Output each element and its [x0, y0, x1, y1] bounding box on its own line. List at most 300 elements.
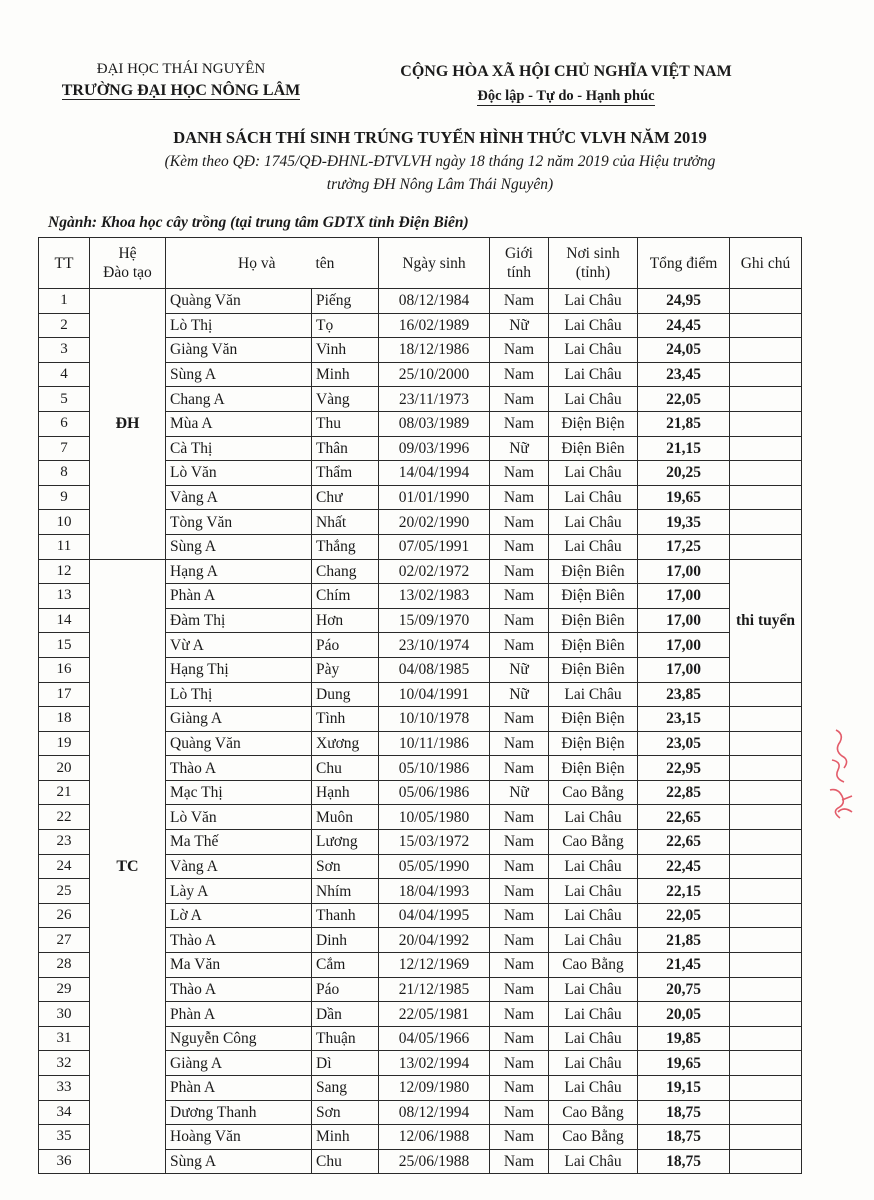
- cell-tt: 19: [39, 731, 90, 756]
- cell-tong-diem: 17,00: [638, 559, 730, 584]
- col-header-noi-line1: Nơi sinh: [566, 245, 620, 262]
- cell-ngay-sinh: 10/04/1991: [379, 682, 490, 707]
- cell-ten: Cắm: [312, 953, 379, 978]
- cell-ten: Tình: [312, 707, 379, 732]
- cell-ngay-sinh: 23/10/1974: [379, 633, 490, 658]
- cell-ho: Chang A: [166, 387, 312, 412]
- cell-ten: Sơn: [312, 1100, 379, 1125]
- cell-noi-sinh: Lai Châu: [549, 1076, 638, 1101]
- cell-ngay-sinh: 13/02/1983: [379, 584, 490, 609]
- cell-noi-sinh: Lai Châu: [549, 805, 638, 830]
- cell-tong-diem: 22,15: [638, 879, 730, 904]
- col-header-he-dao-tao: [90, 238, 166, 289]
- cell-gioi-tinh: Nữ: [490, 780, 549, 805]
- cell-tt: 4: [39, 362, 90, 387]
- cell-ten: Xương: [312, 731, 379, 756]
- cell-gioi-tinh: Nam: [490, 903, 549, 928]
- cell-tt: 30: [39, 1002, 90, 1027]
- cell-ghi-chu: [730, 805, 802, 830]
- cell-tong-diem: 22,85: [638, 780, 730, 805]
- cell-noi-sinh: Lai Châu: [549, 313, 638, 338]
- cell-ghi-chu: [730, 313, 802, 338]
- cell-ho: Sùng A: [166, 362, 312, 387]
- cell-tong-diem: 22,65: [638, 830, 730, 855]
- cell-ten: Muôn: [312, 805, 379, 830]
- cell-noi-sinh: Điện Biên: [549, 436, 638, 461]
- cell-ten: Hơn: [312, 608, 379, 633]
- cell-gioi-tinh: Nam: [490, 534, 549, 559]
- cell-ghi-chu: [730, 461, 802, 486]
- cell-ho: Hạng Thị: [166, 657, 312, 682]
- col-header-gioi-tinh: [490, 238, 549, 289]
- cell-ngay-sinh: 04/04/1995: [379, 903, 490, 928]
- cell-gioi-tinh: Nam: [490, 633, 549, 658]
- cell-gioi-tinh: Nam: [490, 289, 549, 314]
- cell-ghi-chu: [730, 731, 802, 756]
- cell-gioi-tinh: Nam: [490, 1002, 549, 1027]
- cell-ho: Nguyễn Công: [166, 1026, 312, 1051]
- cell-tt: 29: [39, 977, 90, 1002]
- cell-ngay-sinh: 05/05/1990: [379, 854, 490, 879]
- cell-gioi-tinh: Nam: [490, 1125, 549, 1150]
- school-name-text: TRƯỜNG ĐẠI HỌC NÔNG LÂM: [61, 82, 301, 99]
- cell-ngay-sinh: 02/02/1972: [379, 559, 490, 584]
- cell-gioi-tinh: Nam: [490, 879, 549, 904]
- cell-ho: Vàng A: [166, 854, 312, 879]
- cell-tong-diem: 22,45: [638, 854, 730, 879]
- cell-ten: Dinh: [312, 928, 379, 953]
- cell-noi-sinh: Lai Châu: [549, 362, 638, 387]
- cell-noi-sinh: Điện Biên: [549, 584, 638, 609]
- cell-gioi-tinh: Nam: [490, 953, 549, 978]
- cell-tong-diem: 22,65: [638, 805, 730, 830]
- cell-gioi-tinh: Nam: [490, 977, 549, 1002]
- cell-ngay-sinh: 04/08/1985: [379, 657, 490, 682]
- cell-gioi-tinh: Nữ: [490, 657, 549, 682]
- cell-ho: Tòng Văn: [166, 510, 312, 535]
- col-header-tong-diem: Tổng điểm: [638, 238, 730, 289]
- cell-tong-diem: 24,45: [638, 313, 730, 338]
- cell-ten: Tọ: [312, 313, 379, 338]
- cell-ghi-chu-thi-tuyen: thi tuyển: [730, 559, 802, 682]
- cell-tong-diem: 17,00: [638, 584, 730, 609]
- cell-ten: Sơn: [312, 854, 379, 879]
- col-header-he-line1: Hệ: [118, 245, 137, 262]
- cell-gioi-tinh: Nam: [490, 411, 549, 436]
- col-header-ngay-sinh: Ngày sinh: [379, 238, 490, 289]
- cell-ghi-chu: [730, 338, 802, 363]
- cell-gioi-tinh: Nam: [490, 1026, 549, 1051]
- national-motto-text: Độc lập - Tự do - Hạnh phúc: [477, 88, 655, 104]
- cell-tt: 34: [39, 1100, 90, 1125]
- cell-ten: Thanh: [312, 903, 379, 928]
- cell-noi-sinh: Lai Châu: [549, 977, 638, 1002]
- cell-ghi-chu: [730, 903, 802, 928]
- cell-tt: 13: [39, 584, 90, 609]
- cell-gioi-tinh: Nam: [490, 731, 549, 756]
- cell-tt: 18: [39, 707, 90, 732]
- cell-noi-sinh: Lai Châu: [549, 485, 638, 510]
- cell-ghi-chu: [730, 879, 802, 904]
- cell-gioi-tinh: Nam: [490, 608, 549, 633]
- cell-tong-diem: 19,65: [638, 1051, 730, 1076]
- cell-ten: Chu: [312, 756, 379, 781]
- cell-noi-sinh: Điện Biên: [549, 559, 638, 584]
- cell-tong-diem: 23,45: [638, 362, 730, 387]
- cell-ngay-sinh: 20/04/1992: [379, 928, 490, 953]
- cell-gioi-tinh: Nam: [490, 584, 549, 609]
- cell-gioi-tinh: Nam: [490, 1100, 549, 1125]
- cell-ten: Páo: [312, 633, 379, 658]
- cell-ghi-chu: [730, 485, 802, 510]
- cell-ho: Sùng A: [166, 534, 312, 559]
- cell-ten: Chím: [312, 584, 379, 609]
- cell-ho: Lò Thị: [166, 313, 312, 338]
- cell-ghi-chu: [730, 1051, 802, 1076]
- cell-ngay-sinh: 05/06/1986: [379, 780, 490, 805]
- cell-ngay-sinh: 10/10/1978: [379, 707, 490, 732]
- cell-ten: Minh: [312, 1125, 379, 1150]
- cell-gioi-tinh: Nam: [490, 338, 549, 363]
- cell-tt: 14: [39, 608, 90, 633]
- cell-tt: 24: [39, 854, 90, 879]
- cell-noi-sinh: Lai Châu: [549, 928, 638, 953]
- cell-tt: 33: [39, 1076, 90, 1101]
- table-body: [39, 289, 802, 1174]
- cell-tt: 2: [39, 313, 90, 338]
- cell-noi-sinh: Lai Châu: [549, 1051, 638, 1076]
- cell-ghi-chu: [730, 362, 802, 387]
- cell-ngay-sinh: 12/09/1980: [379, 1076, 490, 1101]
- cell-tt: 11: [39, 534, 90, 559]
- cell-ngay-sinh: 14/04/1994: [379, 461, 490, 486]
- cell-tong-diem: 18,75: [638, 1125, 730, 1150]
- cell-gioi-tinh: Nam: [490, 928, 549, 953]
- cell-ho: Hạng A: [166, 559, 312, 584]
- cell-ngay-sinh: 10/11/1986: [379, 731, 490, 756]
- cell-ngay-sinh: 01/01/1990: [379, 485, 490, 510]
- cell-tong-diem: 23,15: [638, 707, 730, 732]
- cell-gioi-tinh: Nam: [490, 756, 549, 781]
- cell-ten: Piếng: [312, 289, 379, 314]
- cell-ngay-sinh: 07/05/1991: [379, 534, 490, 559]
- cell-ngay-sinh: 15/09/1970: [379, 608, 490, 633]
- cell-ho: Thào A: [166, 756, 312, 781]
- cell-tong-diem: 17,00: [638, 633, 730, 658]
- cell-tt: 25: [39, 879, 90, 904]
- document-title: DANH SÁCH THÍ SINH TRÚNG TUYỂN HÌNH THỨC VLVH NĂM 2019: [173, 128, 707, 147]
- cell-ho: Mạc Thị: [166, 780, 312, 805]
- cell-ngay-sinh: 08/03/1989: [379, 411, 490, 436]
- table-row: [39, 289, 802, 314]
- cell-ten: Nhím: [312, 879, 379, 904]
- cell-ngay-sinh: 08/12/1994: [379, 1100, 490, 1125]
- cell-gioi-tinh: Nam: [490, 510, 549, 535]
- cell-ten: Vàng: [312, 387, 379, 412]
- cell-tt: 12: [39, 559, 90, 584]
- cell-ho: Lò Văn: [166, 805, 312, 830]
- cell-ho: Ma Văn: [166, 953, 312, 978]
- cell-tong-diem: 23,05: [638, 731, 730, 756]
- cell-noi-sinh: Lai Châu: [549, 1149, 638, 1174]
- cell-ten: Dần: [312, 1002, 379, 1027]
- cell-noi-sinh: Điện Biện: [549, 756, 638, 781]
- cell-tong-diem: 19,85: [638, 1026, 730, 1051]
- cell-ngay-sinh: 21/12/1985: [379, 977, 490, 1002]
- cell-tong-diem: 20,05: [638, 1002, 730, 1027]
- cell-tong-diem: 20,25: [638, 461, 730, 486]
- cell-tong-diem: 24,05: [638, 338, 730, 363]
- cell-ten: Nhất: [312, 510, 379, 535]
- cell-ho: Quàng Văn: [166, 731, 312, 756]
- table-row: [39, 559, 802, 584]
- cell-ngay-sinh: 23/11/1973: [379, 387, 490, 412]
- cell-tong-diem: 21,45: [638, 953, 730, 978]
- cell-ho: Vàng A: [166, 485, 312, 510]
- cell-tt: 5: [39, 387, 90, 412]
- cell-ho: Sùng A: [166, 1149, 312, 1174]
- cell-ghi-chu: [730, 854, 802, 879]
- cell-ho: Giàng Văn: [166, 338, 312, 363]
- cell-tt: 31: [39, 1026, 90, 1051]
- cell-ten: Chu: [312, 1149, 379, 1174]
- cell-ngay-sinh: 08/12/1984: [379, 289, 490, 314]
- cell-ho: Hoàng Văn: [166, 1125, 312, 1150]
- cell-ten: Minh: [312, 362, 379, 387]
- cell-gioi-tinh: Nam: [490, 461, 549, 486]
- red-stamp-mark: [822, 700, 872, 840]
- cell-noi-sinh: Lai Châu: [549, 461, 638, 486]
- cell-gioi-tinh: Nam: [490, 1051, 549, 1076]
- cell-ngay-sinh: 05/10/1986: [379, 756, 490, 781]
- cell-tong-diem: 19,15: [638, 1076, 730, 1101]
- cell-ten: Chư: [312, 485, 379, 510]
- cell-noi-sinh: Lai Châu: [549, 387, 638, 412]
- cell-tong-diem: 22,05: [638, 903, 730, 928]
- cell-gioi-tinh: Nữ: [490, 313, 549, 338]
- cell-tt: 35: [39, 1125, 90, 1150]
- cell-ghi-chu: [730, 928, 802, 953]
- cell-noi-sinh: Cao Bằng: [549, 780, 638, 805]
- cell-ngay-sinh: 12/06/1988: [379, 1125, 490, 1150]
- col-header-gioi-line1: Giới: [504, 245, 533, 262]
- cell-ho: Lày A: [166, 879, 312, 904]
- cell-ngay-sinh: 12/12/1969: [379, 953, 490, 978]
- major-label: Ngành: Khoa học cây trồng (tại trung tâm GDTX tỉnh Điện Biên): [48, 214, 469, 231]
- cell-ghi-chu: [730, 707, 802, 732]
- cell-ho: Thào A: [166, 977, 312, 1002]
- cell-tong-diem: 19,35: [638, 510, 730, 535]
- cell-noi-sinh: Điện Biên: [549, 608, 638, 633]
- national-motto: [390, 88, 742, 105]
- school-name: [50, 82, 312, 100]
- cell-ten: Pày: [312, 657, 379, 682]
- cell-ten: Dì: [312, 1051, 379, 1076]
- cell-gioi-tinh: Nữ: [490, 682, 549, 707]
- cell-tong-diem: 24,95: [638, 289, 730, 314]
- col-header-he-line2: Đào tạo: [103, 264, 152, 281]
- cell-gioi-tinh: Nam: [490, 707, 549, 732]
- cell-tong-diem: 18,75: [638, 1149, 730, 1174]
- cell-ghi-chu: [730, 1026, 802, 1051]
- cell-noi-sinh: Lai Châu: [549, 510, 638, 535]
- cell-gioi-tinh: Nam: [490, 387, 549, 412]
- cell-noi-sinh: Điện Biện: [549, 707, 638, 732]
- cell-tong-diem: 17,25: [638, 534, 730, 559]
- cell-ho: Phàn A: [166, 1076, 312, 1101]
- cell-tt: 21: [39, 780, 90, 805]
- cell-ngay-sinh: 20/02/1990: [379, 510, 490, 535]
- admission-table: [38, 237, 802, 1174]
- cell-ho: Lờ A: [166, 903, 312, 928]
- cell-ghi-chu: [730, 830, 802, 855]
- cell-ten: Thuận: [312, 1026, 379, 1051]
- cell-noi-sinh: Điện Biên: [549, 657, 638, 682]
- cell-ghi-chu: [730, 780, 802, 805]
- university-name: ĐẠI HỌC THÁI NGUYÊN: [96, 61, 266, 77]
- cell-ho: Giàng A: [166, 1051, 312, 1076]
- col-header-ho: Họ và: [166, 238, 312, 289]
- cell-ghi-chu: [730, 953, 802, 978]
- col-header-gioi-line2: tính: [506, 264, 532, 281]
- col-header-ten: tên: [312, 238, 379, 289]
- cell-tt: 32: [39, 1051, 90, 1076]
- cell-ngay-sinh: 25/06/1988: [379, 1149, 490, 1174]
- cell-ngay-sinh: 09/03/1996: [379, 436, 490, 461]
- cell-noi-sinh: Điện Biện: [549, 411, 638, 436]
- cell-ghi-chu: [730, 1100, 802, 1125]
- cell-tong-diem: 18,75: [638, 1100, 730, 1125]
- cell-ngay-sinh: 18/12/1986: [379, 338, 490, 363]
- cell-tong-diem: 17,00: [638, 608, 730, 633]
- cell-noi-sinh: Lai Châu: [549, 879, 638, 904]
- cell-ghi-chu: [730, 1076, 802, 1101]
- cell-ghi-chu: [730, 387, 802, 412]
- cell-tt: 15: [39, 633, 90, 658]
- decision-reference: (Kèm theo QĐ: 1745/QĐ-ĐHNL-ĐTVLVH ngày 18 tháng 12 năm 2019 của Hiệu trưởng: [164, 153, 716, 170]
- decision-reference-cont: trường ĐH Nông Lâm Thái Nguyên): [326, 176, 554, 193]
- cell-tt: 1: [39, 289, 90, 314]
- cell-tt: 36: [39, 1149, 90, 1174]
- cell-tong-diem: 21,85: [638, 411, 730, 436]
- cell-noi-sinh: Cao Bằng: [549, 1100, 638, 1125]
- cell-gioi-tinh: Nam: [490, 1149, 549, 1174]
- cell-tong-diem: 22,95: [638, 756, 730, 781]
- cell-ten: Páo: [312, 977, 379, 1002]
- cell-ten: Lương: [312, 830, 379, 855]
- cell-noi-sinh: Điện Biện: [549, 731, 638, 756]
- cell-ho: Vừ A: [166, 633, 312, 658]
- cell-ghi-chu: [730, 289, 802, 314]
- cell-gioi-tinh: Nam: [490, 559, 549, 584]
- cell-tong-diem: 17,00: [638, 657, 730, 682]
- cell-gioi-tinh: Nam: [490, 805, 549, 830]
- cell-ten: Thắng: [312, 534, 379, 559]
- cell-noi-sinh: Cao Bằng: [549, 1125, 638, 1150]
- cell-tt: 22: [39, 805, 90, 830]
- cell-ho: Dương Thanh: [166, 1100, 312, 1125]
- cell-tong-diem: 22,05: [638, 387, 730, 412]
- cell-ngay-sinh: 04/05/1966: [379, 1026, 490, 1051]
- cell-gioi-tinh: Nam: [490, 362, 549, 387]
- cell-tt: 28: [39, 953, 90, 978]
- cell-tt: 8: [39, 461, 90, 486]
- col-header-ghi-chu: Ghi chú: [730, 238, 802, 289]
- cell-ho: Lò Văn: [166, 461, 312, 486]
- cell-ngay-sinh: 10/05/1980: [379, 805, 490, 830]
- cell-ngay-sinh: 25/10/2000: [379, 362, 490, 387]
- cell-ghi-chu: [730, 977, 802, 1002]
- cell-ten: Dung: [312, 682, 379, 707]
- cell-tt: 16: [39, 657, 90, 682]
- cell-ho: Phàn A: [166, 1002, 312, 1027]
- cell-noi-sinh: Điện Biên: [549, 633, 638, 658]
- cell-ghi-chu: [730, 1149, 802, 1174]
- cell-ten: Vinh: [312, 338, 379, 363]
- cell-he-dao-tao: ĐH: [90, 289, 166, 560]
- cell-ghi-chu: [730, 436, 802, 461]
- country-name: CỘNG HÒA XÃ HỘI CHỦ NGHĨA VIỆT NAM: [400, 63, 732, 80]
- cell-ho: Phàn A: [166, 584, 312, 609]
- cell-ten: Thân: [312, 436, 379, 461]
- cell-ngay-sinh: 18/04/1993: [379, 879, 490, 904]
- cell-ghi-chu: [730, 510, 802, 535]
- cell-ngay-sinh: 13/02/1994: [379, 1051, 490, 1076]
- col-header-noi-line2: (tỉnh): [575, 264, 611, 281]
- cell-noi-sinh: Lai Châu: [549, 682, 638, 707]
- cell-ngay-sinh: 15/03/1972: [379, 830, 490, 855]
- cell-tt: 26: [39, 903, 90, 928]
- cell-ho: Đàm Thị: [166, 608, 312, 633]
- cell-noi-sinh: Cao Bằng: [549, 830, 638, 855]
- cell-gioi-tinh: Nam: [490, 854, 549, 879]
- cell-noi-sinh: Lai Châu: [549, 1002, 638, 1027]
- cell-ghi-chu: [730, 1125, 802, 1150]
- cell-ho: Giàng A: [166, 707, 312, 732]
- cell-tt: 23: [39, 830, 90, 855]
- cell-tong-diem: 20,75: [638, 977, 730, 1002]
- cell-ngay-sinh: 16/02/1989: [379, 313, 490, 338]
- cell-gioi-tinh: Nam: [490, 830, 549, 855]
- cell-ghi-chu: [730, 411, 802, 436]
- cell-ten: Chang: [312, 559, 379, 584]
- cell-tt: 27: [39, 928, 90, 953]
- cell-tong-diem: 23,85: [638, 682, 730, 707]
- cell-ngay-sinh: 22/05/1981: [379, 1002, 490, 1027]
- cell-ghi-chu: [730, 756, 802, 781]
- cell-ho: Cà Thị: [166, 436, 312, 461]
- cell-gioi-tinh: Nam: [490, 1076, 549, 1101]
- col-header-tt: TT: [39, 238, 90, 289]
- cell-ho: Quàng Văn: [166, 289, 312, 314]
- cell-ghi-chu: [730, 1002, 802, 1027]
- col-header-noi-sinh: [549, 238, 638, 289]
- cell-noi-sinh: Lai Châu: [549, 338, 638, 363]
- cell-ho: Thào A: [166, 928, 312, 953]
- cell-ho: Mùa A: [166, 411, 312, 436]
- cell-tong-diem: 19,65: [638, 485, 730, 510]
- cell-tt: 10: [39, 510, 90, 535]
- cell-he-dao-tao: TC: [90, 559, 166, 1174]
- cell-gioi-tinh: Nam: [490, 485, 549, 510]
- cell-tt: 9: [39, 485, 90, 510]
- cell-ten: Sang: [312, 1076, 379, 1101]
- cell-noi-sinh: Cao Bằng: [549, 953, 638, 978]
- cell-tong-diem: 21,85: [638, 928, 730, 953]
- cell-ten: Thu: [312, 411, 379, 436]
- cell-noi-sinh: Lai Châu: [549, 289, 638, 314]
- cell-ten: Hạnh: [312, 780, 379, 805]
